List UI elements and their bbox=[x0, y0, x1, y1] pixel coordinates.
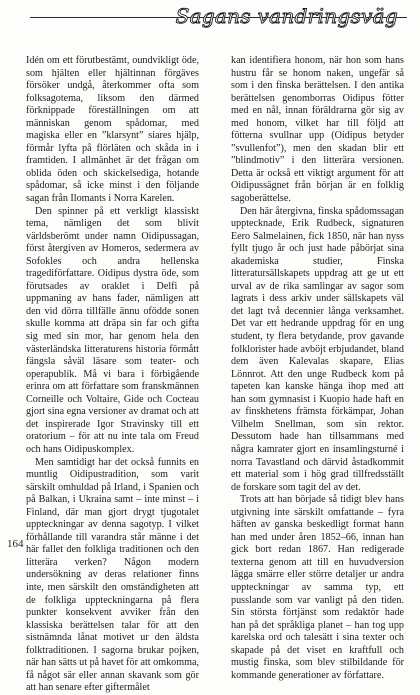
page-number: 164 bbox=[7, 538, 24, 550]
left-text-column bbox=[26, 55, 199, 695]
paragraph: Idén om ett förutbestämt, oundvikligt öde, som hjälten eller hjältinnan förgäves försöker undgå, återkommer ofta som folksagotema, liksom den därmed förknippade föreställningen om att människan genom spådomar, med magiska eller en ”klarsynt” siares hjälp, förmår lyfta på flörläten och skåda in i framtiden. I allmänhet är det frågan om oblida öden och skickelsediga, hotande spådomar, så icke minst i den följande sagan från Ilomants i Norra Karelen. bbox=[26, 55, 199, 205]
paragraph: Trots att han började så tidigt blev hans utgivning inte särskilt omfattande – fyra häften av ganska beskedligt format hann han med under åren 1852–66, innan han gick bort redan 1867. Han redigerade texterna genom att till en huvudversion lägga smärre eller större detaljer ur andra uppteckningar av samma typ, ett pusslande som var vanligt på den tiden. Sin största förtjänst som redaktör hade han på det språkliga planet – han tog upp karelska ord och talesätt i sina texter och skapade på det viset en kraftfull och mustig finska, som blev stilbildande för kommande generationer av författare. bbox=[231, 494, 404, 681]
paragraph: Den här återgivna, finska spådomssagan upptecknade, Erik Rudbeck, signaturen Eero Salmelainen, fick 1850, när han nyss fyllt tjugo år och just hade påbörjat sina akademiska studier, Finska litteratursällskapets uppdrag att ge ut ett urval av de rika samlingar av sagor som lagrats i dess arkiv under sällskapets väl det lagt två decennier långa verksamhet. Det var ett hedrande uppdrag för en ung student, ty flera betydande, prov gavande folklorister hade avböjt erbjudandet, bland dem även Kalevalas skapare, Elias Lönnrot. Att den unge Rudbeck kom på tapeten kan kanske hänga ihop med att han som gymnasist i Kuopio hade haft en av finskhetens främsta förkämpar, Johan Vilhelm Snellman, som sin rektor. Dessutom hade han tillsammans med några kamrater gjort en insamlingsturné i norra Tavastland och därvid åstadkommit ett material som i hög grad tillfredsställt de forskare som tagit del av det. bbox=[231, 205, 404, 493]
right-text-column bbox=[231, 55, 404, 682]
chapter-heading: Sagans vandringsväg bbox=[175, 4, 398, 28]
paragraph: kan identifiera honom, när hon som hans hustru får se honom naken, ungefär så som i den finska berättelsen. I den antika berättelsen genomborras Oidipus fötter med en nål, innan föräldrarna gör sig av med honom, vilket har till följd att fötterna svullnar upp (Oidipus betyder ”svullenfot”), men den skadan blir ett ”blindmotiv” i den litterära versionen. Detta är också ett viktigt argument för att Oidipussägnet från början är en folklig sagoberättelse. bbox=[231, 55, 404, 205]
paragraph: Men samtidigt har det också funnits en muntlig Oidipustradition, som varit särskilt omhuldad på Irland, i Spanien och på Balkan, i Ukraina samt – inte minst – i Finland, där man gjort drygt tjugotalet uppteckningar av denna sagotyp. I vilket förhållande till varandra står männe i det här fallet den folkliga traditionen och den litterära verken? Någon modern undersökning av deras relationer finns inte, men särskilt den omständigheten att de folkliga uppteckningarna på flera punkter konsekvent avviker från den klassiska berättelsen talar för att den sistnämnda lånat motivet ur den äldsta folktraditionen. I sagorna brukar pojken, när han sätts ut på havet för att omkomma, få något sär eller annan skavank som gör att han senare efter giftermålet bbox=[26, 456, 199, 694]
paragraph: Den spinner på ett verkligt klassiskt tema, nämligen det som blivit världsberömt under namn Oidipussagan, först återgiven av Homeros, sedermera av Sofokles och andra hellenska tragediförfattare. Oidipus dystra öde, som förutsades av oraklet i Delfi på uppmaning av hans fader, nämligen att den vid dörra tillfälle ännu ofödde sonen skulle komma att dräpa sin far och gifta sig med sin mor, har genom hela den västerländska litteraturens historia förmått fängsla såväl läsare som teater- och operapublik. Må vi bara i förbigående erinra om att författare som franskmännen Corneille och Voltaire, Gide och Cocteau gjort sina egna versioner av dramat och att det inspirerade Igor Stravinsky till ett oratorium – för att nu inte tala om Freud och hans Oidipuskomplex. bbox=[26, 205, 199, 455]
